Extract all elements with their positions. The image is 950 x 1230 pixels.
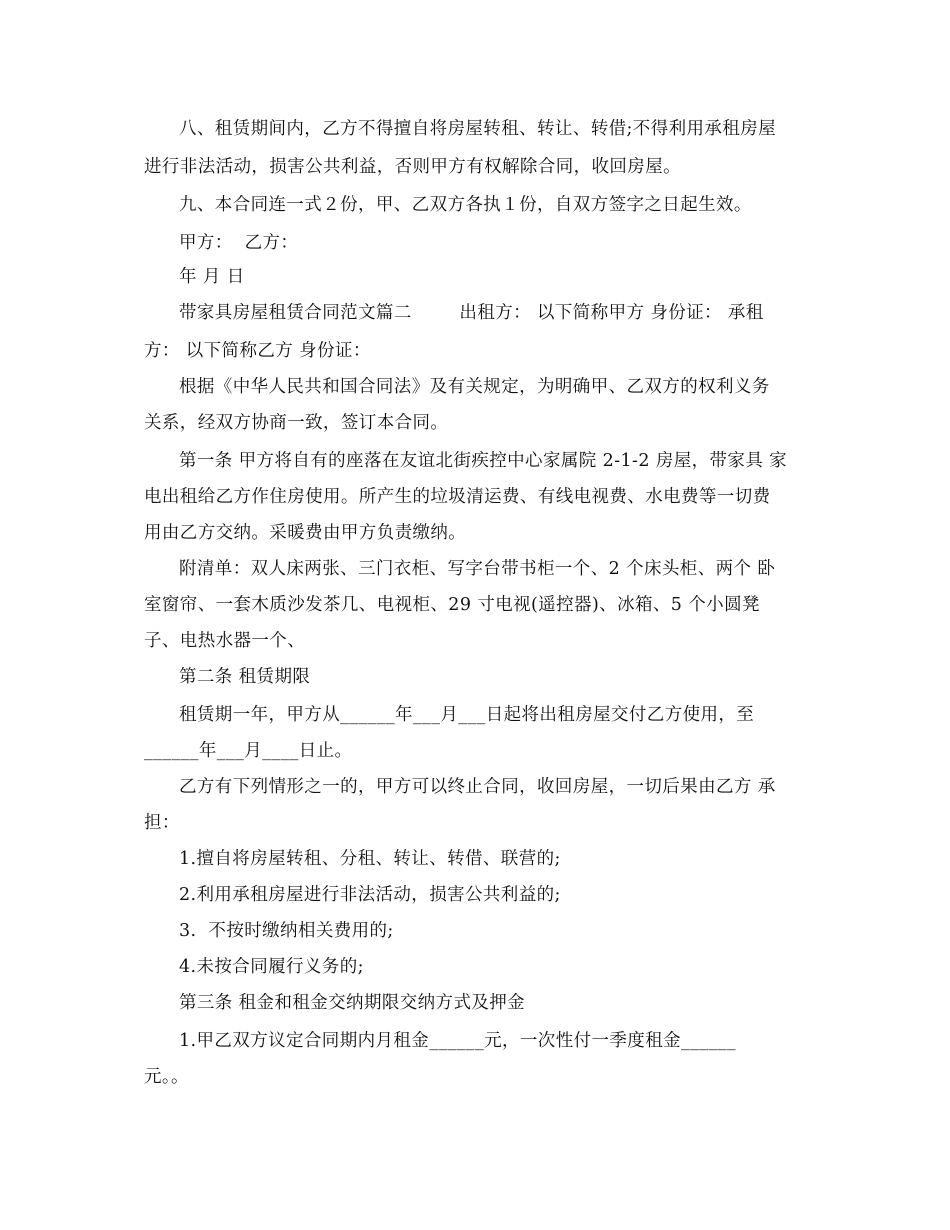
- text-line: 第一条 甲方将自有的座落在友谊北街疾控中心家属院 2-1-2 房屋，带家具 家: [179, 451, 788, 471]
- text-line: 附清单：双人床两张、三门衣柜、写字台带书柜一个、2 个床头柜、两个 卧: [179, 559, 776, 579]
- text-line: 元。。: [144, 1067, 189, 1087]
- text-line: 担：: [144, 813, 180, 833]
- text-line: 4.未按合同履行义务的;: [179, 957, 364, 977]
- text-line: 方： 以下简称乙方 身份证：: [144, 341, 371, 361]
- text-line: 根据《中华人民共和国合同法》及有关规定，为明确甲、乙双方的权利义务: [179, 377, 770, 397]
- text-line: 3. 不按时缴纳相关费用的;: [179, 921, 394, 941]
- text-line: 子、电热水器一个、: [144, 631, 306, 651]
- text-line: 室窗帘、一套木质沙发茶几、电视柜、29 寸电视(遥控器)、冰箱、5 个小圆凳: [144, 595, 760, 615]
- text-line: 用由乙方交纳。采暖费由甲方负责缴纳。: [144, 523, 467, 543]
- text-line: 第二条 租赁期限: [179, 667, 311, 687]
- text-line: 1.擅自将房屋转租、分租、转让、转借、联营的;: [179, 849, 561, 869]
- text-line: 乙方有下列情形之一的，甲方可以终止合同，收回房屋，一切后果由乙方 承: [179, 777, 776, 797]
- text-line: 八、租赁期间内，乙方不得擅自将房屋转租、转让、转借;不得利用承租房屋: [179, 119, 776, 139]
- text-line: 带家具房屋租赁合同范文篇二 出租方： 以下简称甲方 身份证： 承租: [179, 303, 764, 323]
- text-line: 进行非法活动，损害公共利益，否则甲方有权解除合同，收回房屋。: [144, 157, 681, 177]
- text-line: 年 月 日: [179, 267, 245, 287]
- text-line: 关系，经双方协商一致，签订本合同。: [144, 413, 449, 433]
- text-line: 九、本合同连一式２份，甲、乙双方各执１份，自双方签字之日起生效。: [179, 195, 752, 215]
- text-line: 2.利用承租房屋进行非法活动，损害公共利益的;: [179, 885, 561, 905]
- text-line: 1.甲乙双方议定合同期内月租金______元，一次性付一季度租金______: [179, 1031, 736, 1051]
- text-line: 租赁期一年，甲方从______年___月___日起将出租房屋交付乙方使用，至: [179, 705, 755, 725]
- text-line: 第三条 租金和租金交纳期限交纳方式及押金: [179, 993, 526, 1013]
- text-line: 甲方： 乙方：: [179, 233, 299, 253]
- text-line: 电出租给乙方作住房使用。所产生的垃圾清运费、有线电视费、水电费等一切费: [144, 487, 771, 507]
- text-line: ______年___月____日止。: [144, 741, 353, 761]
